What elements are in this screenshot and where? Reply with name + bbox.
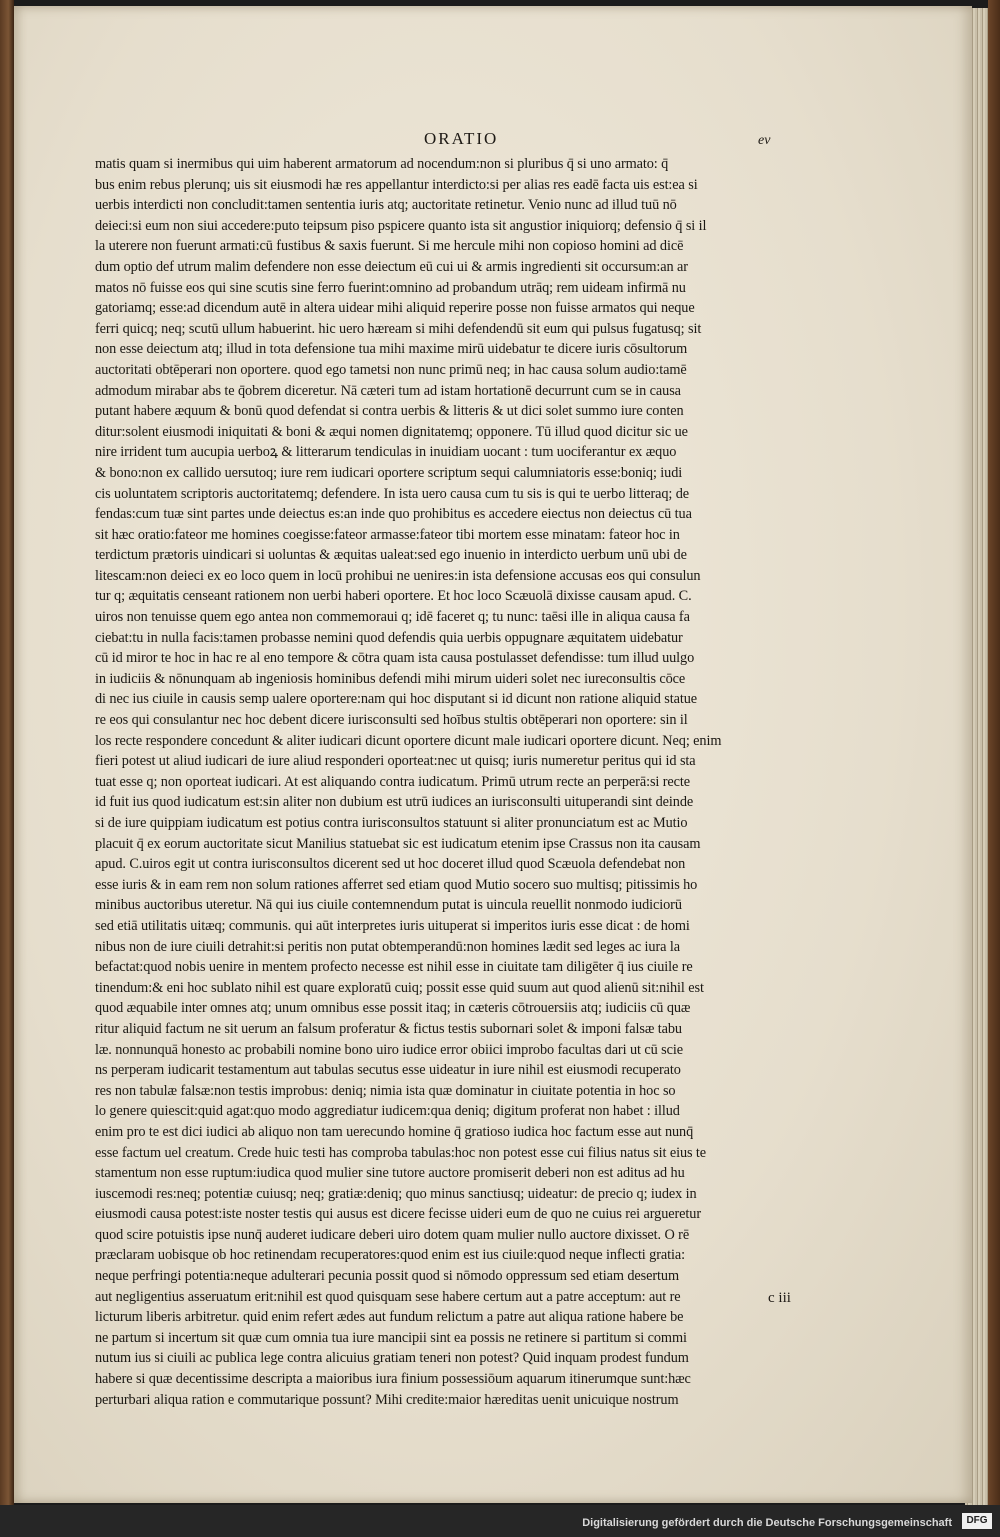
text-line: nibus non de iure ciuili detrahit:si peritis non putat obtemperandū:non homines lædit sed leges ac iura la xyxy=(95,938,680,955)
text-line: stamentum non esse ruptum:iudica quod mulier sine tutore auctore promiserit deberi non est aditus ad hu xyxy=(95,1165,685,1182)
text-line: auctoritati obtēperari non oportere. quod ego tametsi non nunc primū neq; in hac causa solum audio:tamē xyxy=(95,361,687,378)
text-line: dum optio def utrum malim defendere non esse deiectum eū cui ui & armis ingredienti sit occursum:an ar xyxy=(95,258,688,275)
text-line: enim pro te est dici iudici ab aliquo non tam uerecundo homine q̄ gratioso iudica hoc factum esse aut nunq̄ xyxy=(95,1123,694,1140)
text-line: uiros non tenuisse quem ego antea non commemoraui q; idē faceret q; tu nunc: taēsi ille in aliqua causa fa xyxy=(95,609,690,626)
text-line: cis uoluntatem scriptoris auctoritatemq; defendere. In ista uero causa cum tu sis is qui te uerbo litteraq; de xyxy=(95,485,690,502)
text-line: minibus auctoribus uteretur. Nā qui ius ciuile contemnendum putat is uincula reuellit nonmodo iudiciorū xyxy=(95,897,682,914)
text-line: deieci:si eum non siui accedere:puto teipsum piso pspicere quanto ista sit angustior iniquiorq; defensio q̄ si il xyxy=(95,217,707,234)
text-line: fendas:cum tuæ sint partes unde deiectus es:an inde quo prohibitus es accedere eiectus non deiectus cū tua xyxy=(95,506,692,523)
text-line: ns perperam iudicarit testamentum aut tabulas secutus esse uideatur in iure nihil est eiusmodi recuperato xyxy=(95,1062,681,1079)
text-line: tuat esse q; non oporteat iudicari. At est aliquando contra iudicatum. Primū utrum recte an perperā:si recte xyxy=(95,773,691,790)
text-line: tinendum:& eni hoc sublato nihil est quare exploratū cuiq; possit esse quid suum aut quod alienū sit:nihil est xyxy=(95,979,704,996)
text-line: los recte respondere concedunt & aliter iudicari dicunt oportere dicunt male iudicari oportere dicunt. Neq; enim xyxy=(95,732,722,749)
book-binding-right xyxy=(988,0,1000,1505)
text-line: licturum liberis arbitretur. quid enim refert ædes aut fundum relictum a patre aut aliqua ratione habere be xyxy=(95,1309,684,1326)
text-line: la uterere non fuerunt armati:cū fustibus & saxis fuerunt. Si me hercule mihi non copioso homini ad dicē xyxy=(95,238,684,255)
text-line: in iudiciis & nōnunquam ab ingeniosis hominibus defendi mihi mirum uideri solet nec iureconsultis cōce xyxy=(95,670,686,687)
dfg-logo-icon: DFG xyxy=(962,1513,992,1529)
text-line: putant habere æquum & bonū quod defendat si contra uerbis & litteris & ut dici solet summo iure conten xyxy=(95,403,684,420)
text-line: ditur:solent eiusmodi iniquitati & boni & æqui nomen dignitatemq; opponere. Tū illud quod dicitur sic ue xyxy=(95,423,688,440)
text-line: læ. nonnunquā honesto ac probabili nomine bono uiro iudice error obiici improbo facultas dari ut cū scie xyxy=(95,1041,683,1058)
text-line: uerbis interdicti non concludit:tamen sententia iuris atq; auctoritate retinetur. Venio nunc ad illud tuū nō xyxy=(95,197,677,214)
text-line: & bono:non ex callido uersutoq; iure rem iudicari oportere scriptum sequi calumniatoris esse:boniq; iudi xyxy=(95,464,683,481)
text-line: ritur aliquid factum ne sit uerum an falsum proferatur & fictus testis subornari solet & imponi falsæ tabu xyxy=(95,1020,682,1037)
text-line: ferri quicq; neq; scutū ullum habuerint. hic uero hæream si mihi defendendū sit eum qui pulsus fugatusq; sit xyxy=(95,320,702,337)
running-head: ORATIO xyxy=(424,129,499,148)
text-line: si de iure quippiam iudicatum est potius contra iurisconsultos statuunt si aliter pronunciatum est ac Mutio xyxy=(95,815,688,831)
text-line: re eos qui consulantur nec hoc debent dicere iurisconsulti sed hoībus stultis obtēperari non oportere: sin il xyxy=(95,712,688,729)
text-line: non esse deiectum atq; illud in tota defensione tua mihi maxime mirū uidebatur te dicere iuris cōsultorum xyxy=(95,341,688,358)
text-block xyxy=(95,154,820,1410)
text-line: apud. C.uiros egit ut contra iurisconsultos dicerent sed ut hoc doceret illud quod Scæuola defendebat non xyxy=(95,856,686,873)
text-line: aut negligentius asseruatum erit:nihil est quod quisquam sese habere certum aut a patre acceptum: aut re xyxy=(95,1288,681,1305)
text-line: sit hæc oratio:fateor me homines coegisse:fateor armasse:fateor tibi mortem esse minatam: fateor hoc in xyxy=(95,526,680,543)
text-line: gatoriamq; esse:ad dicendum autē in altera uidear mihi aliquid reperire posse non fuisse armatos qui neque xyxy=(95,300,695,317)
folio-number: ev xyxy=(758,133,771,148)
text-line: iuscemodi res:neq; potentiæ cuiusq; neq; gratiæ:deniq; quo minus sanctiusq; uideatur: de precio q; iudex in xyxy=(95,1185,697,1202)
text-line: eiusmodi causa potest:iste noster testis qui ausus est dicere fecisse uideri eum de quo ne cuius rei argueretur xyxy=(95,1206,702,1223)
text-line: fieri potest ut aliud iudicari de iure aliud responderi oporteat:nec ut quisq; iuris numeretur peritus qui id sta xyxy=(95,753,696,770)
book-binding-left xyxy=(0,0,14,1505)
text-line: terdictum prætoris uindicari si uoluntas & æquitas ualeat:sed ego inuenio in interdicto uerbum unū ubi de xyxy=(95,547,687,564)
text-line: befactat:quod nobis uenire in mentem profecto necesse est nihil esse in ciuitate tam diligēter q̄ ius ciuile re xyxy=(95,959,693,976)
text-line: placuit q̄ ex eorum auctoritate sicut Manilius statuebat sic est iudicatum etenim ipse Crassus non ita causam xyxy=(95,835,701,852)
footer-credit: Digitalisierung gefördert durch die Deutsche Forschungsgemeinschaft xyxy=(582,1517,952,1529)
text-line: matis quam si inermibus qui uim haberent armatorum ad nocendum:non si pluribus q̄ si uno armato: q̄ xyxy=(95,156,669,172)
text-line: quod scire potuistis ipse nunq̄ auderet iudicare deberi uiro dotem quam mulier nullo auctore dixisset. O rē xyxy=(95,1226,690,1243)
text-line: neque perfringi potentia:neque adulterari pecunia possit quod si nōmodo oppressum sed etiam desertum xyxy=(95,1268,679,1285)
signature-mark: c iii xyxy=(768,1290,791,1306)
text-line: quod æquabile inter omnes atq; unum omnibus esse possit itaq; in cæteris cōtrouersiis atq; iudiciis cū quæ xyxy=(95,1000,691,1017)
text-line: tur q; æquitatis censeant rationem non uerbi haberi oportere. Et hoc loco Scæuolā dixisse causam apud. C. xyxy=(95,588,692,605)
text-line: nutum ius si ciuili ac publica lege contra alicuius gratiam teneri non potest? Quid inquam prodest fundum xyxy=(95,1350,689,1367)
text-line: perturbari aliqua ration e commutarique possunt? Mihi credite:maior hæreditas uenit unicuique nostrum xyxy=(95,1391,679,1408)
text-line: habere si quæ decentissime descripta a maioribus iura finium possessiōum aquarum itinerumque sunt:hæc xyxy=(95,1371,691,1388)
text-line: litescam:non deieci ex eo loco quem in locū prohibui ne uenires:in ista defensione accusas eos qui consulun xyxy=(95,567,701,584)
text-line: esse iuris & in eam rem non solum rationes afferret sed etiam quod Mutio socero suo multisq; pitissimis ho xyxy=(95,876,698,893)
text-line: sed etiā utilitatis uitæq; communis. qui aūt interpretes iuris uituperat si imperitos iuris esse dicat : de homi xyxy=(95,917,690,934)
text-line: bus enim rebus plerunq; uis sit eiusmodi hæ res appellantur interdicto:si per alias res eadē facta uis est:ea si xyxy=(95,176,698,193)
text-line: lo genere quiescit:quid agat:quo modo aggrediatur iudicem:qua deniq; digitum proferat non habet : illud xyxy=(95,1103,680,1120)
text-line: cū id miror te hoc in hac re al eno tempore & cōtra quam ista causa postulasset defendisse: tum illud uulgo xyxy=(95,650,695,667)
text-line: nire irrident tum aucupia uerboꝝ & litterarum tendiculas in inuidiam uocant : tum uociferantur ex æquo xyxy=(95,444,677,461)
text-line: ciebat:tu in nulla facis:tamen probasse nemini quod defendis quia uerbis oppugnare æquitatem uidebatur xyxy=(95,629,683,646)
text-line: res non tabulæ falsæ:non testis improbus: deniq; nimia ista quæ dominatur in ciuitate potentia in hoc so xyxy=(95,1082,676,1099)
text-line: admodum mirabar abs te q̄obrem diceretur. Nā cæteri tum ad istam hortationē decurrunt cum se in causa xyxy=(95,382,681,399)
text-line: ne partum si incertum sit quæ cum omnia tua iure mancipii sint ea possis ne retinere si partitum si commi xyxy=(95,1329,687,1346)
text-line: præclaram uobisque ob hoc retinendam recuperatores:quod enim est ius ciuile:quod neque inflecti gratia: xyxy=(95,1247,685,1264)
text-line: id fuit ius quod iudicatum est:sin aliter non dubium est utrū iudices an iurisconsulti uituperandi sint deinde xyxy=(95,794,694,811)
text-line: matos nō fuisse eos qui sine scutis sine ferro fuerint:omnino ad probandum utrāq; rem uideam infirmā nu xyxy=(95,279,686,296)
text-line: esse factum uel creatum. Crede huic testi has comproba tabulas:hoc non potest esse cui filius natus sit eius te xyxy=(95,1144,707,1161)
text-line: di nec ius ciuile in causis semp ualere oportere:nam qui hoc disputant si id dicunt non ratione aliquid statue xyxy=(95,691,698,708)
